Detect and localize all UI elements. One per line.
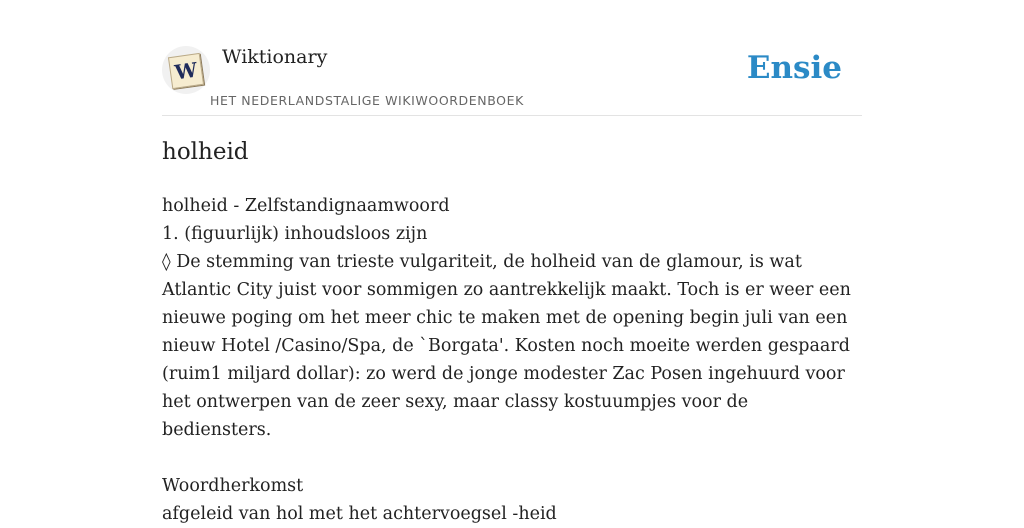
page xyxy=(162,0,862,524)
wiktionary-logo[interactable] xyxy=(162,46,210,94)
etymology-text: afgeleid van hol met het achtervoegsel -heid xyxy=(162,504,557,524)
spacer xyxy=(162,444,862,472)
entry-body xyxy=(162,192,862,528)
example-text: ◊ De stemming van trieste vulgariteit, de holheid van de glamour, is wat Atlantic City juist voor sommigen zo aantrekkelijk maakt. Toch is er weer een nieuwe poging om het meer chic te maken met de opening begin juli van een nieuw Hotel /Casino/Spa, de `Borgata'. Kosten noch moeite werden gespaard (ruim1 miljard dollar): zo werd de jonge modester Zac Posen ingehuurd voor het ontwerpen van de zeer sexy, maar classy kostuumpjes voor de bediensters. xyxy=(162,252,851,440)
site-name[interactable]: Wiktionary xyxy=(222,46,328,68)
site-subtitle: HET NEDERLANDSTALIGE WIKIWOORDENBOEK xyxy=(210,93,524,108)
etymology-heading: Woordherkomst xyxy=(162,476,304,496)
page-title: holheid xyxy=(162,139,249,165)
part-of-speech-line: holheid - Zelfstandignaamwoord xyxy=(162,196,450,216)
ensie-brand-logo[interactable]: Ensie xyxy=(746,50,842,86)
definition-line: 1. (figuurlijk) inhoudsloos zijn xyxy=(162,224,428,244)
logo-tile-icon: W xyxy=(168,53,204,89)
header-divider xyxy=(162,115,862,116)
